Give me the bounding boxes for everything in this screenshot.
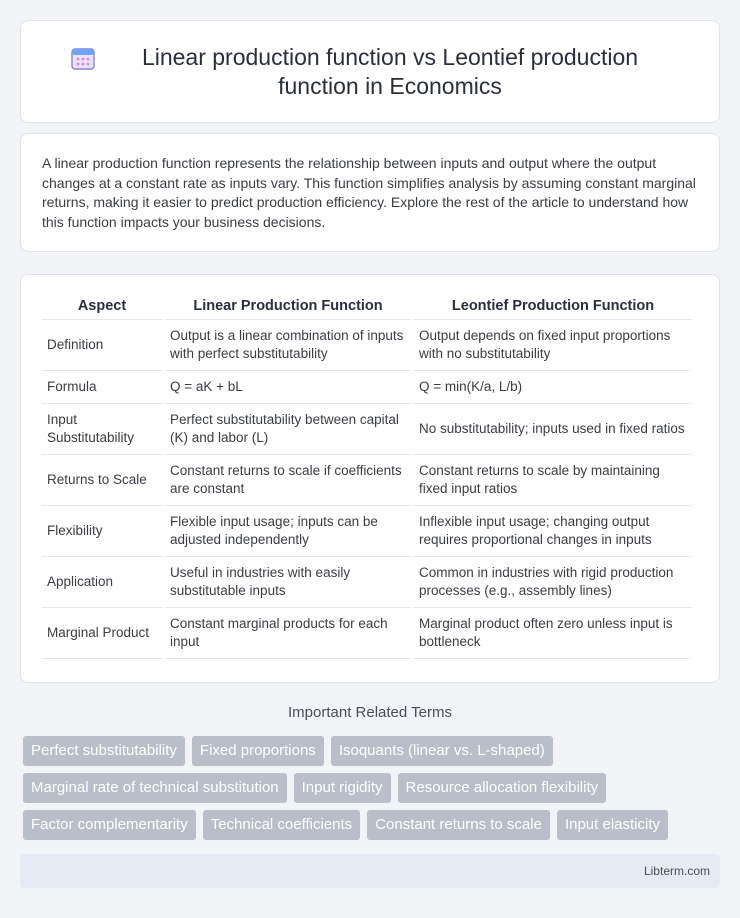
tag-link[interactable]: Perfect substitutability bbox=[23, 736, 185, 766]
row-linear: Constant returns to scale if coefficients are constant bbox=[165, 454, 411, 505]
tag-link[interactable]: Isoquants (linear vs. L-shaped) bbox=[331, 736, 553, 766]
table-row bbox=[42, 556, 692, 607]
tag-link[interactable]: Technical coefficients bbox=[203, 810, 360, 840]
table-row bbox=[42, 607, 692, 659]
row-leontief: Q = min(K/a, L/b) bbox=[414, 370, 692, 403]
header-linear: Linear Production Function bbox=[193, 298, 383, 314]
row-leontief: Constant returns to scale by maintaining fixed input ratios bbox=[414, 454, 692, 505]
tag-row bbox=[23, 736, 723, 766]
header-aspect: Aspect bbox=[77, 298, 127, 314]
row-leontief: Output depends on fixed input proportions with no substitutability bbox=[414, 319, 692, 370]
tag-link[interactable]: Constant returns to scale bbox=[367, 810, 550, 840]
intro-card bbox=[20, 133, 720, 252]
row-aspect: Definition bbox=[42, 319, 162, 370]
row-aspect: Marginal Product bbox=[42, 607, 162, 659]
table-row bbox=[42, 319, 692, 370]
page-title: Linear production function vs Leontief production function in Economics bbox=[141, 43, 639, 99]
table-row bbox=[42, 505, 692, 556]
row-leontief: No substitutability; inputs used in fixed ratios bbox=[414, 403, 692, 454]
table-row bbox=[42, 370, 692, 403]
tag-link[interactable]: Factor complementarity bbox=[23, 810, 196, 840]
header-leontief: Leontief Production Function bbox=[451, 298, 655, 314]
tag-link[interactable]: Marginal rate of technical substitution bbox=[23, 773, 287, 803]
comparison-card bbox=[20, 274, 720, 683]
row-aspect: Input Substitutability bbox=[42, 403, 162, 454]
footer bbox=[20, 854, 720, 888]
tag-link[interactable]: Fixed proportions bbox=[192, 736, 324, 766]
intro-text: A linear production function represents the relationship between inputs and output where the output changes at a constant rate as inputs vary. This function simplifies analysis by assuming constant marginal returns, making it easier to predict production efficiency. Explore the rest of the article to understand how this function impacts your business decisions. bbox=[42, 155, 696, 230]
tag-link[interactable]: Resource allocation flexibility bbox=[398, 773, 607, 803]
title-card bbox=[20, 20, 720, 123]
row-linear: Constant marginal products for each input bbox=[165, 607, 411, 659]
row-aspect: Formula bbox=[42, 370, 162, 403]
row-leontief: Common in industries with rigid production processes (e.g., assembly lines) bbox=[414, 556, 692, 607]
table-row bbox=[42, 454, 692, 505]
row-leontief: Marginal product often zero unless input is bottleneck bbox=[414, 607, 692, 659]
tag-row bbox=[23, 773, 723, 803]
row-leontief: Inflexible input usage; changing output requires proportional changes in inputs bbox=[414, 505, 692, 556]
tag-row bbox=[23, 810, 723, 840]
tag-link[interactable]: Input rigidity bbox=[294, 773, 391, 803]
row-aspect: Application bbox=[42, 556, 162, 607]
related-terms-title: Important Related Terms bbox=[288, 704, 452, 721]
footer-site-link[interactable]: Libterm.com bbox=[643, 864, 710, 878]
table-row bbox=[42, 403, 692, 454]
related-terms bbox=[23, 736, 723, 847]
tag-link[interactable]: Input elasticity bbox=[557, 810, 668, 840]
row-linear: Useful in industries with easily substitutable inputs bbox=[165, 556, 411, 607]
calendar-icon bbox=[70, 45, 96, 71]
table-header-row bbox=[42, 294, 692, 319]
comparison-table bbox=[39, 294, 695, 659]
row-linear: Q = aK + bL bbox=[165, 370, 411, 403]
row-linear: Output is a linear combination of inputs with perfect substitutability bbox=[165, 319, 411, 370]
row-aspect: Flexibility bbox=[42, 505, 162, 556]
row-aspect: Returns to Scale bbox=[42, 454, 162, 505]
row-linear: Perfect substitutability between capital (K) and labor (L) bbox=[165, 403, 411, 454]
row-linear: Flexible input usage; inputs can be adjusted independently bbox=[165, 505, 411, 556]
